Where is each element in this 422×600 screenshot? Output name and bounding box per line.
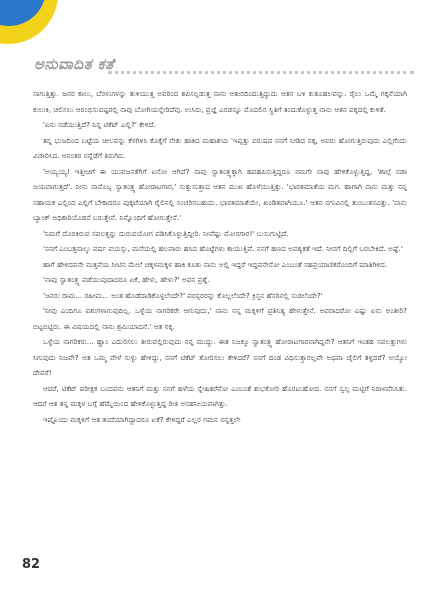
paragraph: 'ನೀವು ಎಂದಿಗೂ ಪಶುಗಳಾಗುವುದಿಲ್ಲ. ಒಳ್ಳೆಯ ನಾಗರಿಕರೇ ಆಗುವುದು,' ನಾನು ನನ್ನ ಮಕ್ಕಳಿಗೆ ಪ್ರತಿನಿತ್ಯ ಹೇಳುತ್ತೇನೆ. ಅವರಾದರೋ ಎಷ್ಟು ಏನು ಅಂತೀರಿ? ಬಿಟ್ಟಬಿಟ್ಟಿರು. ಈ ವಿಷಯದಲ್ಲಿ ನಾನು ಶ್ರಮಿಯಾದನೆ.' ಆತ ನಕ್ಕ. [33,306,407,331]
paragraph: 'ಜನರು ರಾಮ... ರಹೀಮ... ಅಂತ ಹೊಡೆದಾಡಿಕೊಳ್ಳಲೆಂದೇ?' ಪರಸ್ಪರರನ್ನು ಕೊಲ್ಲಲೆಂದೇ? ಕ್ರಿಸ್ತನ ಹೆಸರಿನಲ್ಲಿ ಸುಡಲೆಂದೇ?' [43,290,323,300]
paragraph: 'ನನಗೆ ಎಂಬತ್ತನಾಲ್ಕು ವರ್ಷ ವಯಸ್ಸು, ಮನೆಯಲ್ಲಿ ಹಲವಾರು ಹಸಿದ ಹೊಟ್ಟೆಗಳು ಕಾಯುತ್ತಿವೆ. ನನಗೆ ಹಣದ ಅವಶ್ಯಕತೆ ಇದೆ. ನೀನಗೆ ದಿಲ್ಲಿಗೆ ಬರಬೇಕಿದೆ. ಅಷ್ಟೆ.' [43,244,403,253]
paragraph: 'ನಿಮಗೆ ದೊರಕಿರುವ ಸವಲತ್ತನ್ನು ದುರುಪಯೋಗ ಪಡಿಸಿಕೊಳ್ಳುತ್ತಿದ್ದೀರಿ. ನೀವೆಷ್ಟು ಮೋಸಗಾರ!' ಬುಸುಗುಟ್ಟಿದೆ. [43,228,289,238]
article-body [33,86,407,427]
paragraph: 'ನಾವು ಸ್ವಾತಂತ್ರ್ಯ ಪಡೆಯುವುದಾದರೂ ಏಕೆ, ಹೇಳು, ಹೇಳು?' ಅವನ ಪ್ರಶ್ನೆ. [43,275,210,284]
paragraph: ಸಾಗುತ್ತಿತ್ತು. ಜನರ ಕಾಲು, ಬೆರಳುಗಳನ್ನು ತುಳಿಯುತ್ತ ಅವರಿಂದ ಶಪಿಸಲ್ಪಡುತ್ತ ನಾನು ಆತುರದಿಂದುತ್ತಿದ್ದುದು ಆತನ ಬಳಿ ಕುತೂಹಲವನ್ನು. ರೈಲು ಒಮ್ಮೆ ಗಕ್ಕನೆಯಾಗಿ ಕುಲುಕಿ, ಚಲಿಸಲು ಆರಂಭಿಸುವಷ್ಟರಲ್ಲಿ ನಾವು ಬೋಗಿಯನ್ನೇರಿದೆವು. ಉಸಿರು, ಪ್ರಜ್ಞೆ ಎರಡನ್ನೂ ಮೊದಲಿನ ಸ್ಥಿತಿಗೆ ತಂದುಕೊಳ್ಳುತ್ತ ನಾನು ಆತನ ಪಕ್ಕದಲ್ಲಿ ಕುಳಿತೆ. [33,89,407,114]
paragraph: ಆದರೆ, ಟಿಕೆಟ್ ಪರೀಕ್ಷಕ ಬಂದವನು ಆತನಿಗೆ ಮತ್ತು ನನಗೆ ಹಳೆಯ ಸ್ನೇಹಿತರೆನೋ ಎಂಬಂತೆ ಶುಭಕೋರಿ ಹೊರಟುಹೋದ. ನನಗೆ ಸ್ವಲ್ಪ ಮಟ್ಟಿಗೆ ನಿರಾಳವೆನಿಸಿತು. ಆದರೆ ಆತ ತನ್ನ ಮಕ್ಕಳ ಬಗ್ಗೆ ಹೆಮ್ಮೆಯಿಂದ ಹೇಳಿಕೊಳ್ಳುತ್ತಿದ್ದ ರೀತಿ ಆಸಹನೀಯವಾಗಿತ್ತು. [33,383,407,408]
header-dotted-divider [108,71,414,74]
paragraph: 'ಅಯ್ಯಯ್ಯ! ಇತ್ತೀಚಿಗೆ ಈ ಯುವಜನತೆಗಿಗೆ ಏನೋ ಆಗಿದೆ? ನಾವು ಸ್ವಾತಂತ್ರ್ಯಕ್ಕಾಗಿ ಹಪಹಪಿಸುತ್ತಿದ್ದರೂ ನಮಗೇ ನಾವು ಹೇಳಿಕೊಳ್ಳುತ್ತಿದ್ದ, 'ಶಾಲ್ಗೆ ನಡಾ ಜಯವಾಗುತ್ತದೆ'. ನೀನು ನಾನೊಬ್ಬ ಸ್ವಾತಂತ್ರ್ಯ ಹೋರಾಟಗಾರ,' ಸುತ್ತುಸುತ್ತಾದ ಆತನ ಮುಖ ಹೊಳೆಯುತ್ತಿತ್ತು. 'ಭಾರತಮಾತೆಯ ಮಗ. ಹಾಗಾಗಿ ನಾನು ಮತ್ತು ನನ್ನ ಸಹಾಯಕ ಎಲ್ಲಿಂದ ಎಲ್ಲಿಗೆ ಬೇಕಾದರೂ ಪುಕ್ಕಟೆಯಾಗಿ ರೈಲಿನಲ್ಲಿ ಸಂಚರಿಸಬಹುದು. ಭಾರತಮಾತೆಯೇ, ಖಂಡಿತವಾಗಿಯೂ.' ಆತನ ನಗುವಿನಲ್ಲಿ ತುಂಬುತನವಿತ್ತು. 'ನಾನು ಬ್ಯಾಂಕ್ ಅಧಿಕಾರಿಯೊಡನೆ ಬರುತ್ತೇನೆ. ನಿನ್ನೊಂದಿಗೆ ಹೋಗುತ್ತೇನೆ.' [33,166,407,222]
section-title: ಅನುವಾದಿತ ಕತೆ [34,55,115,73]
paragraph: 'ಏನು ನಡೆಯುತ್ತಿದೆ? ನಿನ್ನ ಟಿಕೆಟ್ ಎಲ್ಲಿ?' ಕೇಳಿದೆ. [43,120,156,129]
paragraph: ಒಳ್ಳೆಯ ನಾಗರಿಕರು... ಹ್ಹಾಂ ಎದುರಿಸಲು ತೀರುವಲ್ಲಿರುವುದು ನನ್ನ ಮುದ್ದು. ಈತ ನಿಜಕ್ಕೂ ಸ್ವಾತಂತ್ರ್ಯ ಹೋರಾಟಗಾರನಾಗಿದ್ದನೇ? ಆತನಿಗೆ ಇಂತಹ ಸವಲತ್ತುಗಳು ಸಿಗುವುದು ನಿಜವೇ? ಆತ ಒಮ್ಮ ವೇಳೆ ಸುಳ್ಳು ಹೇಳಿದ್ದು, ನನಗೆ ಟಿಕೆಟ್ ತೋರಿಸಲು ಕೇಳಿದರೆ? ನನಗೆ ದಂಡ ವಿಧಿಸುತ್ತಾರಲ್ಲವೇ ಅಥವಾ ಜೈಲಿಗೆ ತಳ್ಳಿದರೆ? ಅಯ್ಯೋ ದೇವರೆ! [33,337,407,377]
page-number: 82 [22,557,41,572]
paragraph: ಹಾಗೆ ಹೇಳಿದವನೇ ಮತ್ತನೆಯ ಸೀಟಿನ ಮೇಲೆ ಚಕ್ಕಳಮಕ್ಕಳ ಹಾಕಿ ಕೂತು ನಾನು ಅಲ್ಲಿ ಇದ್ದರೆ ಇದ್ದವನೇನೋ ಎಂಬಂತೆ ಸಹಪ್ರಯಾಣಿಕರೊಂದಿಗೆ ಮಾತಿಗಿಳಿದ. [43,259,388,269]
paragraph: ಇಷ್ಟೊಂದು ಮಕ್ಕಳಿಗೆ ಆತ ತಂದೆಯಾಗಿದ್ದಾದರೂ ಏಕೆ? ಕೇಳಿದ್ದರೆ ಎಲ್ಲರ ಗಮನ ನನ್ನತ್ತಲೇ [43,414,241,424]
paragraph: ತನ್ನ ಭುಜದಿಂದ ಬಟ್ಟೆಯ ಚೀಲವನ್ನು ಕೆಳಗಿಳಿಸಿ ಕೊಕ್ಕೆಗೆ ನೇತು ಹಾಕಿದ ಮಹಾಶಯ 'ಇಪ್ಪತ್ತು ವರುಷದ ನನಗೆ ನೀಡಿದ ನಕ್ಕ, ಅವರು ಹೋಗುತ್ತಿರುವುದು ಎಲ್ಲಿಗೆಂದು ವಿಚಾರಿಸಿದ. ಅನಂತರ ನನ್ನೆಡೆಗೆ ತಿರುಗಿದ. [33,135,407,160]
